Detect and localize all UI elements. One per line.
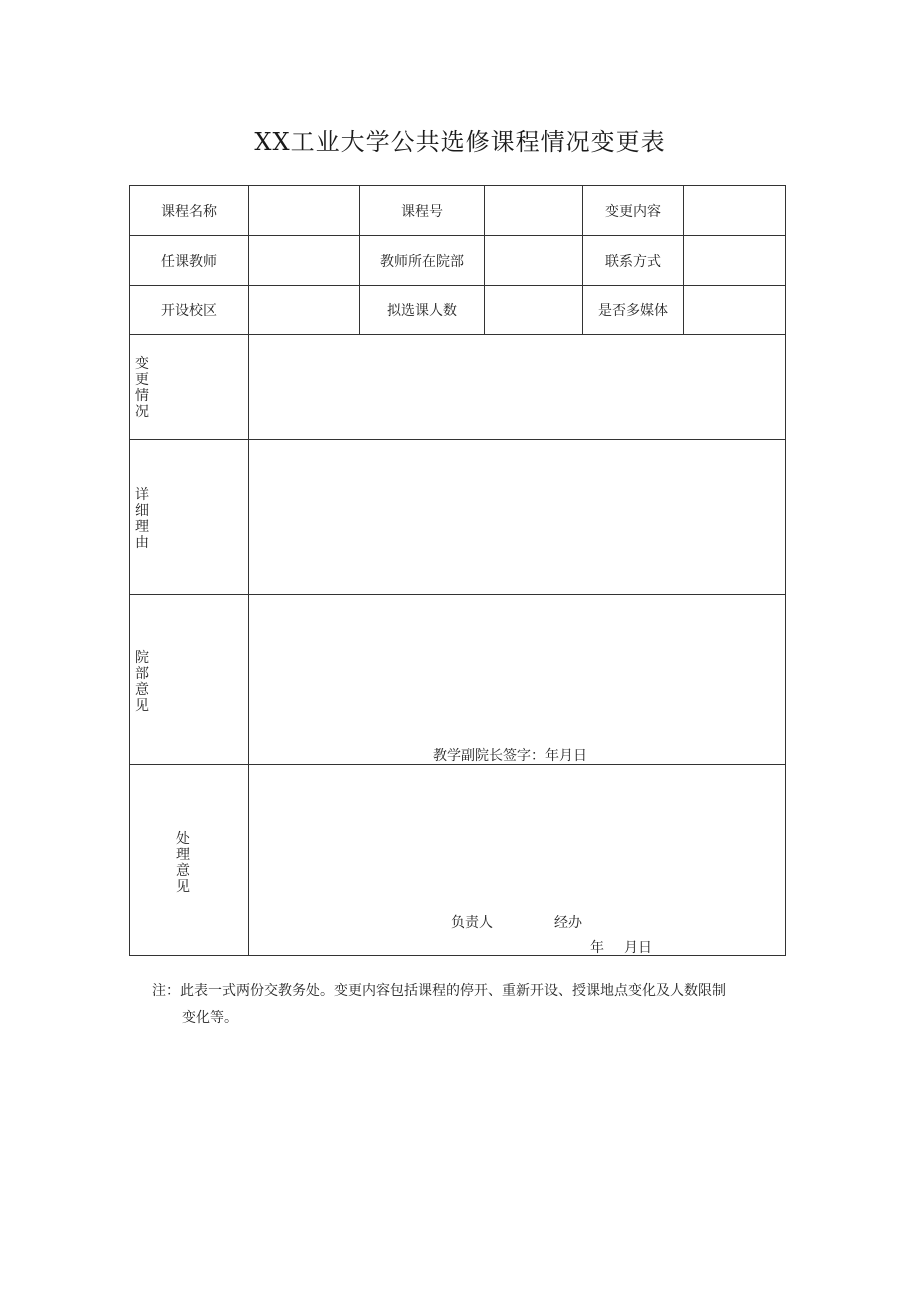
responsible-person-label: 负责人: [451, 915, 493, 931]
teacher-field[interactable]: [249, 236, 359, 285]
planned-enrollment-label: 拟选课人数: [387, 303, 457, 319]
page-title: XX工业大学公共选修课程情况变更表: [254, 128, 666, 156]
teacher-dept-field[interactable]: [485, 236, 582, 285]
handling-opinion-label: 处 理 意 见: [176, 831, 190, 895]
footnote: [152, 978, 792, 1032]
change-content-label: 变更内容: [605, 203, 661, 220]
course-name-field[interactable]: [249, 186, 359, 235]
dept-opinion-label: 院 部 意 见: [135, 650, 149, 714]
change-content-field[interactable]: [684, 186, 785, 235]
course-name-label: 课程名称: [161, 203, 217, 220]
change-form-table: [129, 185, 786, 956]
handling-opinion-field[interactable]: [249, 765, 785, 955]
detailed-reason-field[interactable]: [249, 440, 785, 594]
dept-opinion-field[interactable]: [249, 595, 785, 764]
contact-field[interactable]: [684, 236, 785, 285]
footnote-line-1: 注：此表一式两份交教务处。变更内容包括课程的停开、重新开设、授课地点变化及人数限制: [152, 983, 726, 999]
campus-label: 开设校区: [161, 303, 217, 319]
course-no-label: 课程号: [401, 203, 443, 220]
year-label: 年: [590, 940, 604, 956]
vice-dean-signature: 教学副院长签字：年月日: [433, 748, 587, 764]
teacher-label: 任课教师: [161, 253, 217, 270]
footnote-line-2: 变化等。: [182, 1010, 238, 1026]
contact-label: 联系方式: [605, 253, 661, 270]
month-day-label: 月日: [624, 940, 652, 956]
multimedia-label: 是否多媒体: [598, 303, 668, 319]
multimedia-field[interactable]: [684, 286, 785, 334]
planned-enrollment-field[interactable]: [485, 286, 582, 334]
campus-field[interactable]: [249, 286, 359, 334]
teacher-dept-label: 教师所在院部: [380, 253, 464, 270]
detailed-reason-label: 详 细 理 由: [135, 487, 149, 551]
change-situation-label: 变 更 情 况: [135, 356, 149, 420]
change-situation-field[interactable]: [249, 335, 785, 439]
course-no-field[interactable]: [485, 186, 582, 235]
handler-label: 经办: [554, 915, 582, 931]
